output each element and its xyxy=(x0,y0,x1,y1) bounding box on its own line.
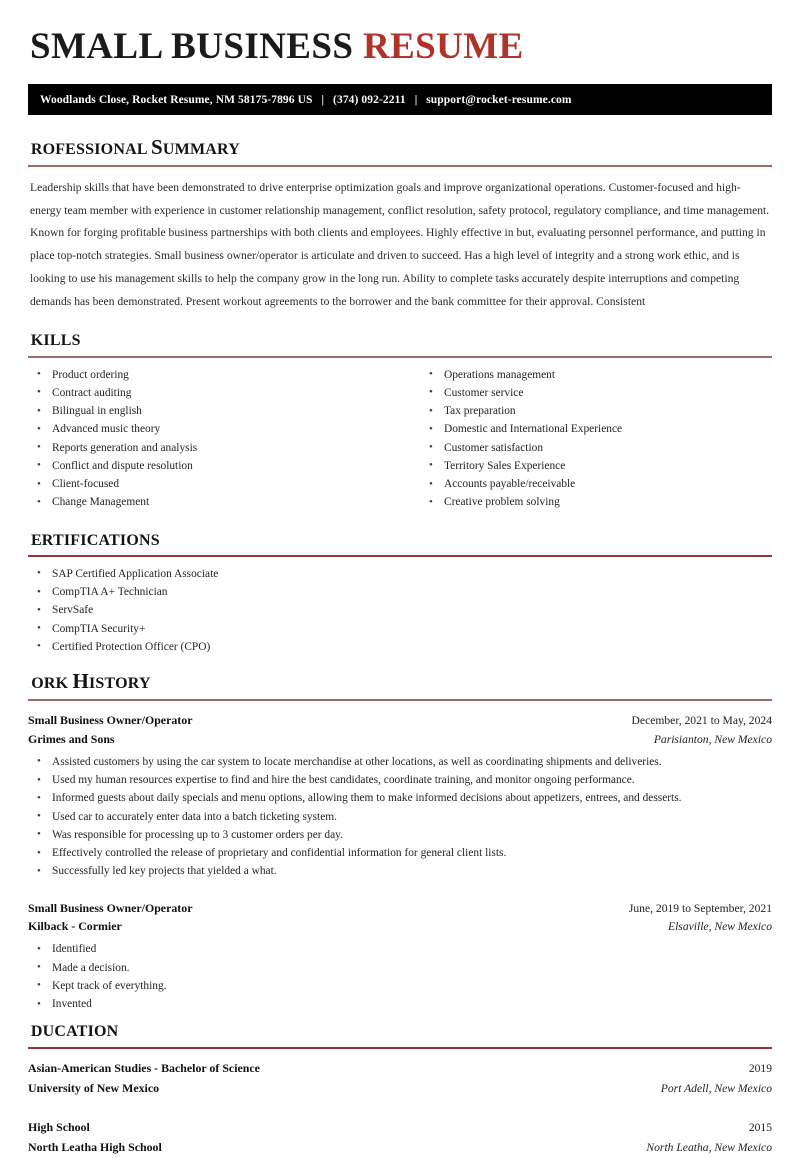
divider-work-history xyxy=(28,699,772,701)
contact-address: Woodlands Close, Rocket Resume, NM 58175-7896 US xyxy=(40,93,313,106)
work-history-entry xyxy=(28,899,772,1013)
job-subheader-row xyxy=(28,730,772,749)
list-item: • Identified xyxy=(28,942,772,957)
contact-email[interactable]: support@rocket-resume.com xyxy=(426,93,572,106)
job-location: Parisianton, New Mexico xyxy=(653,732,772,746)
list-item: • Used car to accurately enter data into a batch ticketing system. xyxy=(28,810,772,825)
work-title-cap-1: W xyxy=(30,688,32,690)
education-entries xyxy=(28,1059,772,1158)
list-item: • Was responsible for processing up to 3 customer orders per day. xyxy=(28,828,772,843)
certifications-title-rest: ERTIFICATIONS xyxy=(30,531,160,549)
section-work-history xyxy=(28,671,772,1012)
job-company: Kilback - Cormier xyxy=(28,919,122,934)
list-item: • Accounts payable/receivable xyxy=(420,477,772,492)
summary-title-rest-1: ROFESSIONAL xyxy=(30,141,152,158)
skills-column-left xyxy=(28,368,400,514)
list-item: • Effectively controlled the release of proprietary and confidential information for general client lists. xyxy=(28,846,772,861)
section-title-education xyxy=(30,1019,772,1041)
divider-education xyxy=(28,1047,772,1049)
certifications-list xyxy=(28,567,772,655)
list-item: • Successfully led key projects that yielded a what. xyxy=(28,864,772,879)
summary-title-cap-2: S xyxy=(151,135,163,159)
education-entry xyxy=(28,1118,772,1158)
list-item: • Conflict and dispute resolution xyxy=(28,459,400,474)
contact-separator-2: | xyxy=(414,93,418,106)
section-professional-summary xyxy=(28,137,772,314)
job-header-row xyxy=(28,711,772,730)
list-item: • Territory Sales Experience xyxy=(420,459,772,474)
education-year: 2019 xyxy=(748,1061,772,1075)
job-location: Elsaville, New Mexico xyxy=(668,920,772,934)
certifications-title-cap: C xyxy=(30,544,31,546)
job-bullets xyxy=(28,942,772,1012)
list-item: • SAP Certified Application Associate xyxy=(28,567,772,582)
section-skills xyxy=(28,328,772,514)
list-item: • Customer satisfaction xyxy=(420,441,772,456)
education-title-cap: E xyxy=(30,1036,31,1038)
list-item: • Made a decision. xyxy=(28,961,772,976)
job-dates: June, 2019 to September, 2021 xyxy=(628,901,772,915)
spacer xyxy=(28,1102,772,1118)
job-dates: December, 2021 to May, 2024 xyxy=(631,713,772,727)
job-company: Grimes and Sons xyxy=(28,731,115,746)
education-header-row xyxy=(28,1118,772,1138)
skills-column-right xyxy=(400,368,772,514)
list-item: • Creative problem solving xyxy=(420,495,772,510)
list-item: • Kept track of everything. xyxy=(28,979,772,994)
list-item: • Certified Protection Officer (CPO) xyxy=(28,640,772,655)
skills-title-rest: KILLS xyxy=(30,331,81,349)
education-title-rest: DUCATION xyxy=(30,1023,119,1041)
education-degree: High School xyxy=(28,1120,90,1135)
list-item: • Invented xyxy=(28,997,772,1012)
education-subheader-row xyxy=(28,1138,772,1158)
summary-title-rest-2: UMMARY xyxy=(162,141,240,158)
education-location: Port Adell, New Mexico xyxy=(660,1081,772,1095)
list-item: • Product ordering xyxy=(28,368,400,383)
list-item: • Bilingual in english xyxy=(28,404,400,419)
job-header-row xyxy=(28,899,772,918)
section-certifications xyxy=(28,528,772,656)
professional-summary-text: Leadership skills that have been demonstrated to drive enterprise optimization goals and improve organizational operations. Customer-focused and high-energy team member with experience in customer relationship management, conflict resolution, safety protocol, regulatory compliance, and time management. Known for forging profitable business partnerships with both clients and employees. Highly effective in but, evaluating personnel performance, and putting in place top-notch strategies. Small business owner/operator is articulate and driven to succeed. Has a high level of integrity and a strong work ethic, and is looking to use his management skills to help the company grow in the long run. Ability to complete tasks accurately despite interruptions and competing demands has been demonstrated. Present workout agreements to the borrower and the bank committee for their approval. Consistent xyxy=(30,180,770,308)
list-item: • Domestic and International Experience xyxy=(420,422,772,437)
section-title-professional-summary xyxy=(30,137,772,159)
education-degree: Asian-American Studies - Bachelor of Science xyxy=(28,1060,260,1075)
education-year: 2015 xyxy=(748,1121,772,1135)
list-item: • CompTIA A+ Technician xyxy=(28,585,772,600)
list-item: • Advanced music theory xyxy=(28,422,400,437)
certifications-list-wrap xyxy=(28,567,772,655)
job-bullets xyxy=(28,755,772,880)
summary-title-cap-1: P xyxy=(30,154,31,155)
work-title-rest-2: ISTORY xyxy=(89,675,151,693)
work-title-cap-2: H xyxy=(72,669,89,694)
skills-columns xyxy=(28,368,772,514)
skills-list-left xyxy=(28,368,400,511)
list-item: • Tax preparation xyxy=(420,404,772,419)
list-item: • Change Management xyxy=(28,495,400,510)
title-primary: SMALL BUSINESS xyxy=(30,26,354,67)
work-title-rest-1: ORK xyxy=(31,675,73,693)
education-school: University of New Mexico xyxy=(28,1080,160,1095)
work-history-entry xyxy=(28,711,772,880)
job-title: Small Business Owner/Operator xyxy=(28,900,193,915)
page-title xyxy=(30,0,772,65)
list-item: • Used my human resources expertise to find and hire the best candidates, coordinate training, and monitor ongoing performance. xyxy=(28,773,772,788)
spacer xyxy=(28,887,772,899)
list-item: • CompTIA Security+ xyxy=(28,622,772,637)
education-entry xyxy=(28,1059,772,1099)
section-education xyxy=(28,1019,772,1158)
title-accent: RESUME xyxy=(362,26,524,67)
list-item: • Assisted customers by using the car system to locate merchandise at other locations, as well as coordinating shipments and deliveries. xyxy=(28,755,772,770)
section-title-work-history xyxy=(30,671,772,693)
work-history-entries xyxy=(28,711,772,1012)
list-item: • Contract auditing xyxy=(28,386,400,401)
education-location: North Leatha, New Mexico xyxy=(646,1141,772,1155)
skills-title-cap: S xyxy=(30,344,31,346)
list-item: • Customer service xyxy=(420,386,772,401)
section-title-skills xyxy=(30,328,772,350)
contact-separator-1: | xyxy=(321,93,325,106)
education-subheader-row xyxy=(28,1079,772,1099)
contact-phone[interactable]: (374) 092-2211 xyxy=(333,93,406,106)
contact-bar xyxy=(28,84,772,115)
education-school: North Leatha High School xyxy=(28,1140,162,1155)
section-title-certifications xyxy=(30,528,772,550)
divider-skills xyxy=(28,356,772,358)
education-header-row xyxy=(28,1059,772,1079)
skills-list-right xyxy=(420,368,772,511)
divider-certifications xyxy=(28,555,772,557)
job-subheader-row xyxy=(28,917,772,936)
job-title: Small Business Owner/Operator xyxy=(28,712,193,727)
list-item: • ServSafe xyxy=(28,603,772,618)
list-item: • Informed guests about daily specials and menu options, allowing them to make informed decisions about appetizers, entrees, and desserts. xyxy=(28,791,772,806)
list-item: • Operations management xyxy=(420,368,772,383)
list-item: • Reports generation and analysis xyxy=(28,441,400,456)
divider-professional-summary xyxy=(28,165,772,167)
list-item: • Client-focused xyxy=(28,477,400,492)
